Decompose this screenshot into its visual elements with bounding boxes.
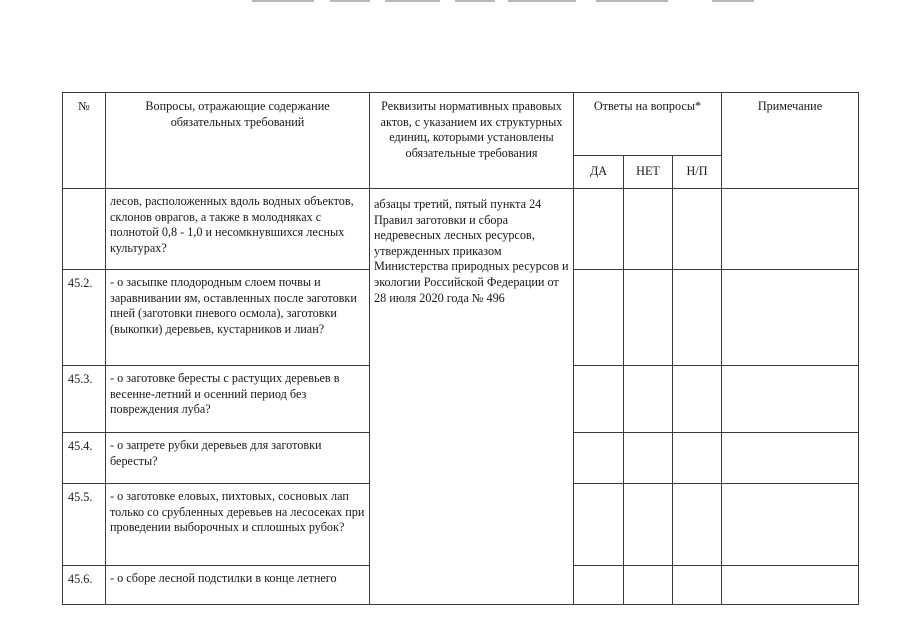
header-questions: Вопросы, отражающие содержание обязательных требований: [106, 93, 370, 189]
answer-no-cell: [624, 566, 673, 605]
answer-no-cell: [624, 189, 673, 270]
row-question: - о сборе лесной подстилки в конце летнего: [106, 566, 370, 605]
note-cell: [722, 189, 859, 270]
answer-no-cell: [624, 433, 673, 484]
answer-yes-cell: [574, 433, 624, 484]
answer-na-cell: [673, 366, 722, 433]
answer-na-cell: [673, 270, 722, 366]
requisites-cell: абзацы третий, пятый пункта 24 Правил заготовки и сбора недревесных лесных ресурсов, утвержденных приказом Министерства природных ресурсов и экологии Российской Федерации от 28 июля 2020 года № 496: [370, 189, 574, 605]
answer-na-cell: [673, 189, 722, 270]
note-cell: [722, 566, 859, 605]
answer-yes-cell: [574, 270, 624, 366]
answer-na-cell: [673, 566, 722, 605]
requirements-table: [62, 92, 859, 605]
answer-no-cell: [624, 484, 673, 566]
header-answers: Ответы на вопросы*: [574, 93, 722, 156]
table-row: [63, 189, 859, 270]
row-number: 45.2.: [63, 270, 106, 366]
header-requisites: Реквизиты нормативных правовых актов, с указанием их структурных единиц, которыми установлены обязательные требования: [370, 93, 574, 189]
header-yes: ДА: [574, 156, 624, 189]
answer-no-cell: [624, 366, 673, 433]
table-header-row: [63, 93, 859, 156]
header-note: Примечание: [722, 93, 859, 189]
answer-yes-cell: [574, 484, 624, 566]
note-cell: [722, 484, 859, 566]
header-no: НЕТ: [624, 156, 673, 189]
header-number: №: [63, 93, 106, 189]
row-question: - о заготовке бересты с растущих деревьев в весенне-летний и осенний период без повреждения луба?: [106, 366, 370, 433]
answer-no-cell: [624, 270, 673, 366]
answer-na-cell: [673, 433, 722, 484]
row-question: - о запрете рубки деревьев для заготовки бересты?: [106, 433, 370, 484]
scan-artifacts: [0, 0, 905, 10]
note-cell: [722, 433, 859, 484]
answer-yes-cell: [574, 566, 624, 605]
row-number: 45.5.: [63, 484, 106, 566]
answer-yes-cell: [574, 189, 624, 270]
header-na: Н/П: [673, 156, 722, 189]
row-question: - о засыпке плодородным слоем почвы и заравнивании ям, оставленных после заготовки пней (заготовки пневого осмола), заготовки (выкопки) деревьев, кустарников и лиан?: [106, 270, 370, 366]
row-number: [63, 189, 106, 270]
row-number: 45.3.: [63, 366, 106, 433]
note-cell: [722, 270, 859, 366]
row-question: лесов, расположенных вдоль водных объектов, склонов оврагов, а также в молодняках с полнотой 0,8 - 1,0 и несомкнувшихся лесных культурах?: [106, 189, 370, 270]
row-question: - о заготовке еловых, пихтовых, сосновых лап только со срубленных деревьев на лесосеках при проведении выборочных и сплошных рубок?: [106, 484, 370, 566]
answer-yes-cell: [574, 366, 624, 433]
row-number: 45.6.: [63, 566, 106, 605]
answer-na-cell: [673, 484, 722, 566]
note-cell: [722, 366, 859, 433]
row-number: 45.4.: [63, 433, 106, 484]
